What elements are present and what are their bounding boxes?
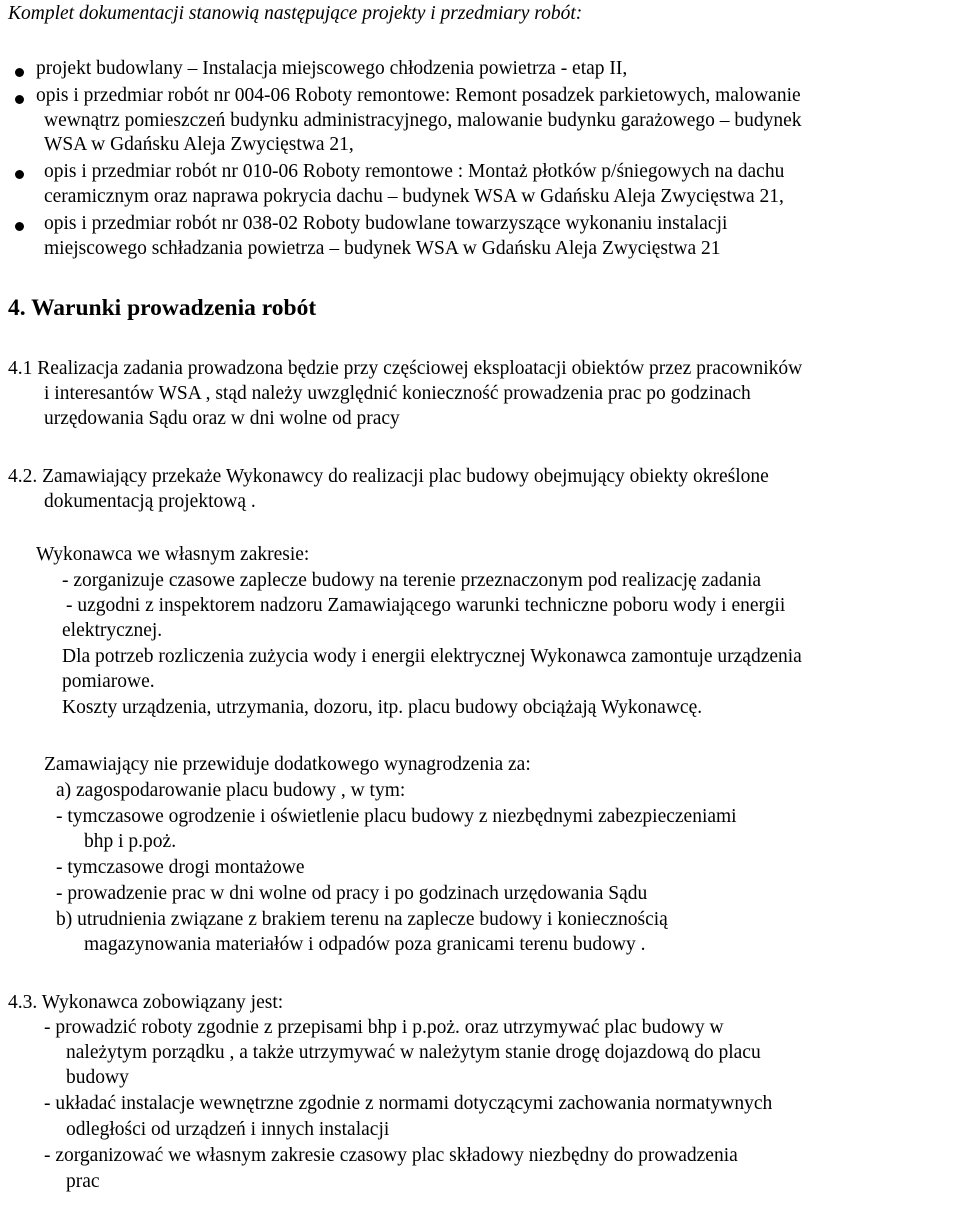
contractor-scope-line: - uzgodni z inspektorem nadzoru Zamawiającego warunki techniczne poboru wody i energii (66, 595, 786, 616)
contractor-scope-title: Wykonawca we własnym zakresie: (36, 544, 310, 565)
bullet-icon (15, 222, 24, 231)
list-item-3-line-2: ceramicznym oraz naprawa pokrycia dachu – budynek WSA w Gdańsku Aleja Zwycięstwa 21, (44, 186, 784, 207)
list-item-1-line-1: projekt budowlany – Instalacja miejscowego chłodzenia powietrza - etap II, (36, 58, 628, 79)
no-extra-pay-line: b) utrudnienia związane z brakiem terenu na zaplecze budowy i koniecznością (56, 909, 668, 930)
no-extra-pay-line: - prowadzenie prac w dni wolne od pracy i po godzinach urzędowania Sądu (56, 883, 648, 904)
contractor-scope-line: Koszty urządzenia, utrzymania, dozoru, itp. placu budowy obciążają Wykonawcę. (62, 697, 703, 718)
list-item-2-line-1: opis i przedmiar robót nr 004-06 Roboty remontowe: Remont posadzek parkietowych, malowanie (36, 85, 801, 106)
contractor-scope-line: pomiarowe. (62, 671, 155, 692)
paragraph-4-2-line-2: dokumentacją projektową . (44, 491, 256, 512)
bullet-icon (15, 68, 24, 77)
list-item-4-line-2: miejscowego schładzania powietrza – budynek WSA w Gdańsku Aleja Zwycięstwa 21 (44, 238, 721, 259)
list-item-4-line-1: opis i przedmiar robót nr 038-02 Roboty budowlane towarzyszące wykonaniu instalacji (44, 213, 728, 234)
contractor-scope-line: - zorganizuje czasowe zaplecze budowy na terenie przeznaczonym pod realizację zadania (62, 570, 762, 591)
paragraph-4-1-line-3: urzędowania Sądu oraz w dni wolne od pracy (44, 408, 400, 429)
paragraph-4-3-title: 4.3. Wykonawca zobowiązany jest: (8, 992, 284, 1013)
paragraph-4-3-line: - zorganizować we własnym zakresie czasowy plac składowy niezbędny do prowadzenia (44, 1145, 738, 1166)
paragraph-4-3-line: prac (66, 1171, 100, 1192)
paragraph-4-2-line-1: 4.2. Zamawiający przekaże Wykonawcy do realizacji plac budowy obejmujący obiekty określone (8, 466, 769, 487)
section-heading: 4. Warunki prowadzenia robót (8, 295, 317, 321)
paragraph-4-3-line: odległości od urządzeń i innych instalacji (66, 1119, 390, 1140)
paragraph-4-1-line-1: 4.1 Realizacja zadania prowadzona będzie przy częściowej eksploatacji obiektów przez pracowników (8, 358, 803, 379)
paragraph-4-3-line: - układać instalacje wewnętrzne zgodnie z normami dotyczącymi zachowania normatywnych (44, 1093, 773, 1114)
contractor-scope-line: Dla potrzeb rozliczenia zużycia wody i energii elektrycznej Wykonawca zamontuje urządzenia (62, 646, 802, 667)
list-item-3-line-1: opis i przedmiar robót nr 010-06 Roboty remontowe : Montaż płotków p/śniegowych na dachu (44, 161, 785, 182)
paragraph-4-1-line-2: i interesantów WSA , stąd należy uwzględnić konieczność prowadzenia prac po godzinach (44, 383, 751, 404)
no-extra-pay-line: bhp i p.poż. (84, 831, 177, 852)
contractor-scope-line: elektrycznej. (62, 620, 163, 641)
no-extra-pay-line: - tymczasowe drogi montażowe (56, 857, 305, 878)
no-extra-pay-line: a) zagospodarowanie placu budowy , w tym: (56, 780, 406, 801)
list-item-2-line-2: wewnątrz pomieszczeń budynku administracyjnego, malowanie budynku garażowego – budynek (44, 110, 802, 131)
no-extra-pay-line: - tymczasowe ogrodzenie i oświetlenie placu budowy z niezbędnymi zabezpieczeniami (56, 806, 737, 827)
bullet-icon (15, 170, 24, 179)
bullet-icon (15, 95, 24, 104)
paragraph-4-3-line: budowy (66, 1067, 129, 1088)
list-item-2-line-3: WSA w Gdańsku Aleja Zwycięstwa 21, (44, 134, 354, 155)
paragraph-4-3-line: - prowadzić roboty zgodnie z przepisami bhp i p.poż. oraz utrzymywać plac budowy w (44, 1017, 724, 1038)
paragraph-4-3-line: należytym porządku , a także utrzymywać w należytym stanie drogę dojazdową do placu (66, 1042, 761, 1063)
no-extra-pay-line: magazynowania materiałów i odpadów poza granicami terenu budowy . (84, 934, 646, 955)
intro-text: Komplet dokumentacji stanowią następujące projekty i przedmiary robót: (8, 3, 583, 24)
no-extra-pay-title: Zamawiający nie przewiduje dodatkowego wynagrodzenia za: (44, 754, 531, 775)
